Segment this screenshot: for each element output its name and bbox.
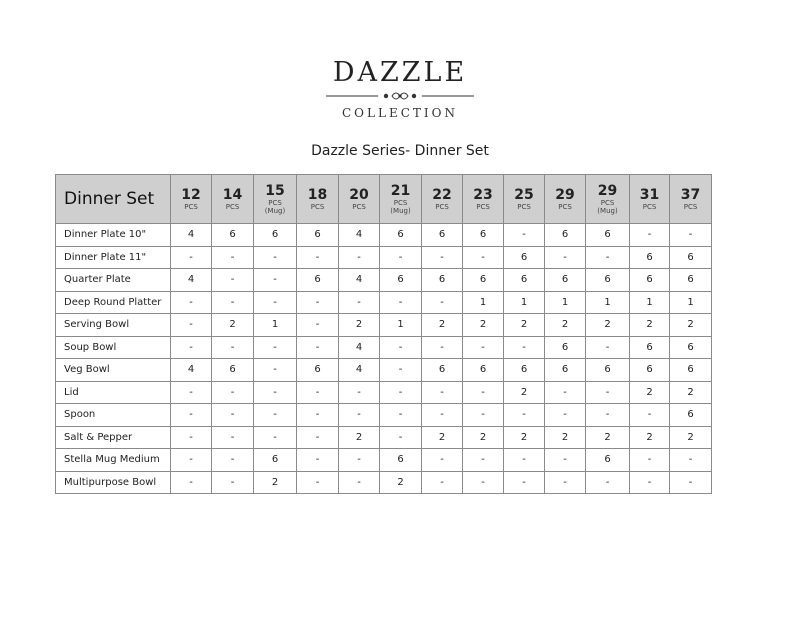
- table-body: [56, 224, 712, 494]
- quantity-cell: -: [504, 336, 545, 359]
- quantity-cell: 2: [254, 471, 297, 494]
- quantity-cell: -: [670, 224, 712, 247]
- quantity-cell: 2: [630, 381, 670, 404]
- quantity-cell: -: [380, 291, 422, 314]
- quantity-cell: -: [212, 404, 254, 427]
- quantity-cell: -: [297, 471, 339, 494]
- quantity-cell: -: [254, 246, 297, 269]
- quantity-cell: 6: [670, 246, 712, 269]
- quantity-cell: -: [297, 314, 339, 337]
- ornament-divider-icon: [326, 90, 474, 102]
- quantity-cell: 1: [380, 314, 422, 337]
- quantity-cell: 2: [339, 314, 380, 337]
- quantity-cell: -: [630, 471, 670, 494]
- quantity-cell: -: [463, 471, 504, 494]
- quantity-cell: -: [380, 246, 422, 269]
- row-item-label: Deep Round Platter: [56, 291, 171, 314]
- quantity-cell: 4: [339, 224, 380, 247]
- column-unit: PCS: [184, 202, 198, 211]
- quantity-cell: -: [254, 404, 297, 427]
- column-unit: PCS: [352, 202, 366, 211]
- quantity-cell: -: [504, 224, 545, 247]
- column-piece-count: 29: [597, 182, 618, 199]
- quantity-cell: 4: [171, 224, 212, 247]
- column-piece-count: 21: [390, 182, 411, 199]
- quantity-cell: 2: [463, 314, 504, 337]
- quantity-cell: 6: [630, 246, 670, 269]
- column-unit: PCS: [683, 202, 698, 211]
- quantity-cell: -: [670, 471, 712, 494]
- column-unit: PCS: [600, 198, 615, 207]
- table-header-label: Dinner Set: [56, 175, 171, 224]
- quantity-cell: 6: [422, 269, 463, 292]
- quantity-cell: 2: [545, 426, 586, 449]
- quantity-cell: -: [339, 381, 380, 404]
- quantity-cell: -: [586, 246, 630, 269]
- row-item-label: Dinner Plate 11": [56, 246, 171, 269]
- quantity-cell: -: [586, 336, 630, 359]
- quantity-cell: 2: [504, 381, 545, 404]
- quantity-cell: -: [254, 336, 297, 359]
- quantity-cell: -: [545, 471, 586, 494]
- quantity-cell: 4: [339, 336, 380, 359]
- column-header: [254, 175, 297, 224]
- quantity-cell: 6: [670, 359, 712, 382]
- row-item-label: Serving Bowl: [56, 314, 171, 337]
- column-unit: PCS: [517, 202, 531, 211]
- quantity-cell: -: [212, 291, 254, 314]
- column-note: (Mug): [264, 206, 286, 215]
- column-header: [504, 175, 545, 224]
- row-item-label: Lid: [56, 381, 171, 404]
- quantity-cell: -: [297, 426, 339, 449]
- quantity-cell: -: [630, 224, 670, 247]
- quantity-cell: -: [171, 336, 212, 359]
- column-piece-count: 37: [680, 186, 701, 203]
- quantity-cell: -: [254, 291, 297, 314]
- quantity-cell: -: [422, 471, 463, 494]
- row-item-label: Salt & Pepper: [56, 426, 171, 449]
- column-header: [630, 175, 670, 224]
- quantity-cell: -: [254, 426, 297, 449]
- quantity-cell: 1: [463, 291, 504, 314]
- quantity-cell: 6: [297, 224, 339, 247]
- quantity-cell: 1: [254, 314, 297, 337]
- column-header: [545, 175, 586, 224]
- column-unit: PCS: [225, 202, 240, 211]
- row-item-label: Stella Mug Medium: [56, 449, 171, 472]
- quantity-cell: -: [463, 449, 504, 472]
- column-header: [586, 175, 630, 224]
- brand-collection: COLLECTION: [342, 106, 458, 120]
- quantity-cell: 2: [422, 426, 463, 449]
- column-header: [212, 175, 254, 224]
- dinner-set-table: [55, 174, 712, 494]
- column-unit: PCS: [476, 202, 490, 211]
- quantity-cell: 2: [586, 426, 630, 449]
- quantity-cell: -: [422, 246, 463, 269]
- quantity-cell: -: [504, 404, 545, 427]
- row-item-label: Dinner Plate 10": [56, 224, 171, 247]
- quantity-cell: -: [422, 449, 463, 472]
- quantity-cell: -: [171, 291, 212, 314]
- quantity-cell: -: [422, 404, 463, 427]
- column-piece-count: 12: [181, 186, 201, 203]
- quantity-cell: -: [297, 336, 339, 359]
- quantity-cell: -: [212, 426, 254, 449]
- row-item-label: Veg Bowl: [56, 359, 171, 382]
- quantity-cell: 6: [670, 269, 712, 292]
- quantity-cell: -: [504, 449, 545, 472]
- column-header: [670, 175, 712, 224]
- table-row: [56, 314, 712, 337]
- quantity-cell: -: [630, 404, 670, 427]
- quantity-cell: 6: [630, 269, 670, 292]
- column-unit: PCS: [558, 202, 572, 211]
- column-unit: PCS: [435, 202, 449, 211]
- quantity-cell: -: [171, 404, 212, 427]
- quantity-cell: -: [586, 471, 630, 494]
- quantity-cell: 2: [380, 471, 422, 494]
- quantity-cell: -: [212, 336, 254, 359]
- quantity-cell: 2: [422, 314, 463, 337]
- column-piece-count: 25: [514, 186, 534, 203]
- quantity-cell: 2: [586, 314, 630, 337]
- quantity-cell: -: [339, 246, 380, 269]
- quantity-cell: 2: [463, 426, 504, 449]
- column-header: [463, 175, 504, 224]
- quantity-cell: 6: [586, 359, 630, 382]
- quantity-cell: -: [212, 471, 254, 494]
- quantity-cell: -: [297, 381, 339, 404]
- quantity-cell: -: [297, 246, 339, 269]
- quantity-cell: -: [380, 426, 422, 449]
- quantity-cell: -: [380, 404, 422, 427]
- table-row: [56, 359, 712, 382]
- quantity-cell: -: [463, 381, 504, 404]
- column-piece-count: 18: [307, 186, 328, 203]
- quantity-cell: 4: [339, 269, 380, 292]
- quantity-cell: -: [422, 336, 463, 359]
- quantity-cell: -: [422, 291, 463, 314]
- quantity-cell: 6: [297, 359, 339, 382]
- table-row: [56, 381, 712, 404]
- quantity-cell: 1: [504, 291, 545, 314]
- quantity-cell: 6: [586, 269, 630, 292]
- column-piece-count: 20: [349, 186, 369, 203]
- quantity-cell: -: [670, 449, 712, 472]
- quantity-cell: 6: [630, 336, 670, 359]
- column-header: [171, 175, 212, 224]
- column-note: (Mug): [597, 206, 618, 215]
- quantity-cell: -: [171, 449, 212, 472]
- quantity-cell: -: [212, 381, 254, 404]
- quantity-cell: 6: [422, 359, 463, 382]
- quantity-cell: -: [339, 404, 380, 427]
- table-header-row: [56, 175, 712, 224]
- quantity-cell: 2: [670, 426, 712, 449]
- quantity-cell: 2: [545, 314, 586, 337]
- column-unit: PCS: [642, 202, 657, 211]
- quantity-cell: -: [297, 291, 339, 314]
- quantity-cell: 6: [545, 269, 586, 292]
- quantity-cell: 6: [504, 246, 545, 269]
- quantity-cell: 6: [670, 404, 712, 427]
- row-item-label: Multipurpose Bowl: [56, 471, 171, 494]
- quantity-cell: 2: [504, 314, 545, 337]
- quantity-cell: 6: [463, 224, 504, 247]
- quantity-cell: -: [297, 404, 339, 427]
- quantity-cell: -: [380, 381, 422, 404]
- quantity-cell: -: [630, 449, 670, 472]
- quantity-cell: 1: [630, 291, 670, 314]
- page-title: Dazzle Series- Dinner Set: [311, 143, 489, 159]
- quantity-cell: -: [545, 381, 586, 404]
- quantity-cell: -: [463, 336, 504, 359]
- quantity-cell: -: [545, 449, 586, 472]
- row-item-label: Quarter Plate: [56, 269, 171, 292]
- quantity-cell: -: [297, 449, 339, 472]
- quantity-cell: -: [212, 246, 254, 269]
- quantity-cell: 6: [504, 269, 545, 292]
- table-row: [56, 291, 712, 314]
- column-unit: PCS: [393, 198, 408, 207]
- column-piece-count: 22: [432, 186, 452, 203]
- quantity-cell: -: [171, 471, 212, 494]
- quantity-cell: 4: [171, 269, 212, 292]
- quantity-cell: 2: [504, 426, 545, 449]
- quantity-cell: 2: [670, 314, 712, 337]
- column-piece-count: 15: [265, 182, 285, 199]
- quantity-cell: -: [463, 246, 504, 269]
- quantity-cell: 6: [670, 336, 712, 359]
- quantity-cell: 6: [545, 224, 586, 247]
- quantity-cell: -: [463, 404, 504, 427]
- quantity-cell: 6: [422, 224, 463, 247]
- quantity-cell: -: [171, 426, 212, 449]
- column-header: [297, 175, 339, 224]
- table-row: [56, 404, 712, 427]
- brand-logo: [0, 58, 800, 120]
- quantity-cell: 6: [380, 224, 422, 247]
- table-row: [56, 426, 712, 449]
- quantity-cell: -: [339, 449, 380, 472]
- quantity-cell: 6: [254, 449, 297, 472]
- brand-name: DAZZLE: [332, 57, 468, 88]
- quantity-cell: 2: [630, 314, 670, 337]
- table-row: [56, 471, 712, 494]
- table-row: [56, 224, 712, 247]
- quantity-cell: -: [254, 381, 297, 404]
- quantity-cell: -: [422, 381, 463, 404]
- table-row: [56, 269, 712, 292]
- quantity-cell: -: [586, 404, 630, 427]
- column-note: (Mug): [390, 206, 411, 215]
- quantity-cell: -: [254, 269, 297, 292]
- quantity-cell: -: [171, 246, 212, 269]
- quantity-cell: -: [212, 449, 254, 472]
- row-item-label: Soup Bowl: [56, 336, 171, 359]
- quantity-cell: 6: [545, 359, 586, 382]
- quantity-cell: 2: [630, 426, 670, 449]
- quantity-cell: 6: [545, 336, 586, 359]
- row-item-label: Spoon: [56, 404, 171, 427]
- quantity-cell: 6: [297, 269, 339, 292]
- quantity-cell: 6: [380, 449, 422, 472]
- quantity-cell: 6: [630, 359, 670, 382]
- quantity-cell: -: [171, 381, 212, 404]
- table-row: [56, 449, 712, 472]
- column-piece-count: 23: [473, 186, 493, 203]
- quantity-cell: -: [212, 269, 254, 292]
- quantity-cell: 4: [339, 359, 380, 382]
- table-row: [56, 246, 712, 269]
- quantity-cell: -: [254, 359, 297, 382]
- quantity-cell: 2: [339, 426, 380, 449]
- quantity-cell: 6: [463, 359, 504, 382]
- quantity-cell: 6: [212, 359, 254, 382]
- quantity-cell: 6: [586, 224, 630, 247]
- quantity-cell: -: [171, 314, 212, 337]
- quantity-cell: -: [586, 381, 630, 404]
- column-header: [422, 175, 463, 224]
- quantity-cell: 6: [380, 269, 422, 292]
- table-row: [56, 336, 712, 359]
- quantity-cell: 1: [670, 291, 712, 314]
- quantity-cell: 6: [212, 224, 254, 247]
- quantity-cell: -: [339, 471, 380, 494]
- quantity-cell: 1: [586, 291, 630, 314]
- column-unit: PCS: [310, 202, 325, 211]
- quantity-cell: 2: [212, 314, 254, 337]
- quantity-cell: 6: [504, 359, 545, 382]
- quantity-cell: -: [380, 336, 422, 359]
- quantity-cell: 1: [545, 291, 586, 314]
- column-piece-count: 29: [555, 186, 575, 203]
- quantity-cell: -: [339, 291, 380, 314]
- quantity-cell: 6: [254, 224, 297, 247]
- quantity-cell: -: [504, 471, 545, 494]
- column-piece-count: 14: [222, 186, 243, 203]
- quantity-cell: 6: [586, 449, 630, 472]
- quantity-cell: -: [545, 404, 586, 427]
- quantity-cell: -: [545, 246, 586, 269]
- quantity-cell: 4: [171, 359, 212, 382]
- quantity-cell: 2: [670, 381, 712, 404]
- column-header: [339, 175, 380, 224]
- column-unit: PCS: [268, 198, 282, 207]
- quantity-cell: -: [380, 359, 422, 382]
- quantity-cell: 6: [463, 269, 504, 292]
- column-header: [380, 175, 422, 224]
- column-piece-count: 31: [639, 186, 660, 203]
